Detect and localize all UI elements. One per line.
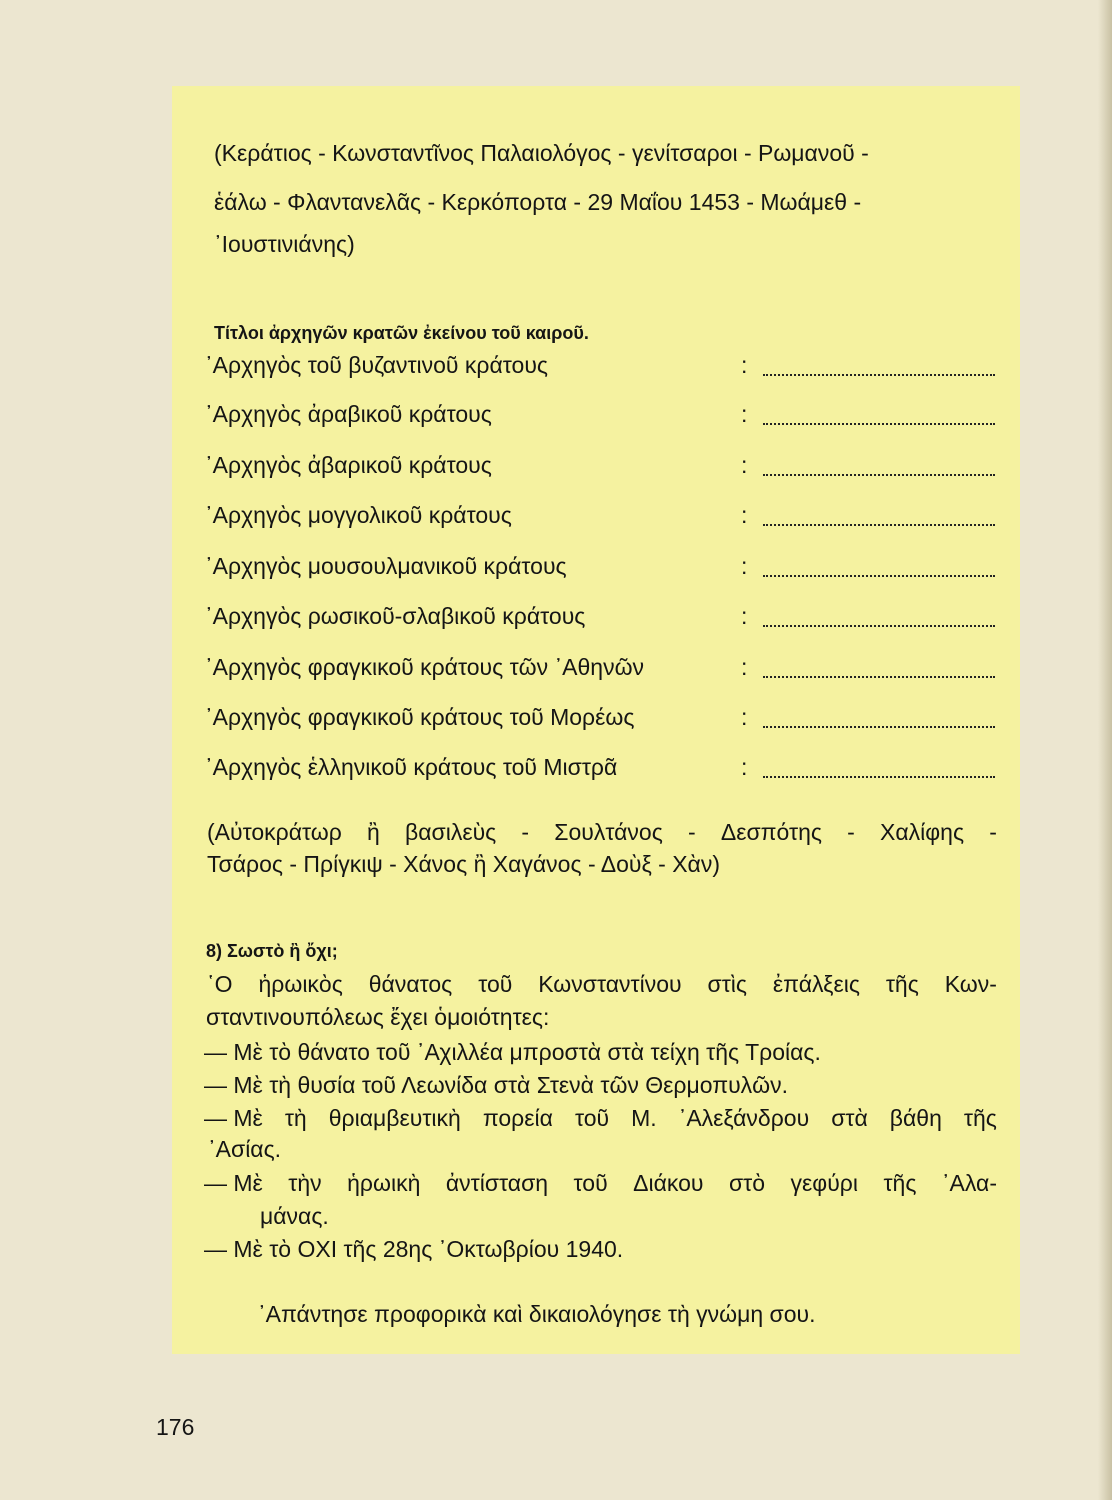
title-row-colon: : — [741, 603, 748, 629]
statement-word: θριαμβευτικὴ — [328, 1105, 461, 1131]
title-row-label: ᾿Αρχηγὸς μουσουλμανικοῦ κράτους — [205, 553, 567, 579]
answer-word: - — [521, 819, 530, 845]
keywords-line-1: (Κεράτιος - Κωνσταντῖνος Παλαιολόγος - γενίτσαροι - Ρωμανοῦ - — [214, 140, 869, 166]
title-row — [205, 754, 1000, 786]
answer-blank — [763, 423, 995, 425]
title-row — [205, 452, 1000, 484]
statement-word: γεφύρι — [790, 1170, 858, 1196]
question8-intro-line-1 — [207, 971, 997, 998]
statement-2: — Μὲ τὴ θυσία τοῦ Λεωνίδα στὰ Στενὰ τῶν Θερμοπυλῶν. — [204, 1072, 789, 1098]
title-row-label: ᾿Αρχηγὸς τοῦ βυζαντινοῦ κράτους — [205, 352, 548, 378]
title-row — [205, 654, 1000, 686]
title-row-label: ᾿Αρχηγὸς ρωσικοῦ-σλαβικοῦ κράτους — [205, 603, 586, 629]
answer-word: ἢ — [367, 819, 380, 845]
intro-word: θάνατος — [368, 971, 453, 997]
title-row — [205, 603, 1000, 635]
title-row-colon: : — [741, 704, 748, 730]
answer-word: βασιλεὺς — [404, 819, 497, 845]
answer-word: Χαλίφης — [880, 819, 965, 845]
answer-word: - — [688, 819, 696, 845]
statement-word: τὴν — [288, 1170, 322, 1196]
answer-word: Σουλτάνος — [554, 819, 663, 845]
title-row-label: ᾿Αρχηγὸς ἑλληνικοῦ κράτους τοῦ Μιστρᾶ — [205, 754, 618, 780]
statement-word: τοῦ — [573, 1170, 608, 1196]
titles-heading: Τίτλοι ἀρχηγῶν κρατῶν ἐκείνου τοῦ καιροῦ. — [214, 323, 589, 343]
intro-word: τῆς — [885, 971, 919, 997]
title-row-colon: : — [741, 754, 748, 780]
answer-blank — [763, 575, 995, 577]
statement-5: — Μὲ τὸ ΟΧΙ τῆς 28ης ᾿Οκτωβρίου 1940. — [204, 1236, 624, 1262]
statement-word: τῆς — [883, 1170, 917, 1196]
answer-word: - — [847, 819, 855, 845]
instruction: ᾿Απάντησε προφορικὰ καὶ δικαιολόγησε τὴ γνώμη σου. — [258, 1301, 816, 1327]
statement-word: τῆς — [963, 1105, 997, 1131]
statement-1: — Μὲ τὸ θάνατο τοῦ ᾿Αχιλλέα μπροστὰ στὰ τείχη τῆς Τροίας. — [204, 1039, 821, 1065]
answers-line-2: Τσάρος - Πρίγκιψ - Χάνος ἢ Χαγάνος - Δοὺξ - Χὰν) — [207, 851, 720, 877]
statement-3-line-1 — [204, 1105, 997, 1132]
question8-intro-line-2: σταντινουπόλεως ἔχει ὁμοιότητες: — [206, 1004, 550, 1030]
title-row-label: ᾿Αρχηγὸς ἀβαρικοῦ κράτους — [205, 452, 492, 478]
intro-word: τοῦ — [478, 971, 513, 997]
statement-word: ἡρωικὴ — [347, 1170, 421, 1196]
title-row-label: ᾿Αρχηγὸς φραγκικοῦ κράτους τοῦ Μορέως — [205, 704, 635, 730]
statement-word: στὸ — [728, 1170, 766, 1196]
answers-line-1 — [207, 819, 997, 846]
statement-word: ἀντίσταση — [445, 1170, 549, 1196]
statement-3-line-2: ᾿Ασίας. — [208, 1136, 282, 1162]
title-row-colon: : — [741, 452, 748, 478]
title-row-colon: : — [741, 553, 748, 579]
page-number: 176 — [156, 1414, 195, 1440]
title-row-colon: : — [741, 401, 748, 427]
answer-blank — [763, 776, 995, 778]
answer-blank — [763, 676, 995, 678]
statement-word: βάθη — [889, 1105, 942, 1131]
answer-blank — [763, 726, 995, 728]
intro-word: ἡρωικὸς — [258, 971, 343, 997]
answer-blank — [763, 625, 995, 627]
question8-heading: 8) Σωστὸ ἢ ὄχι; — [206, 941, 338, 961]
statement-word: — Μὲ — [204, 1170, 263, 1196]
title-row-colon: : — [741, 654, 748, 680]
statement-word: τὴ — [284, 1105, 307, 1131]
statement-word: στὰ — [831, 1105, 868, 1131]
statement-word: — Μὲ — [204, 1105, 263, 1131]
intro-word: ἐπάλξεις — [772, 971, 860, 997]
intro-word: Κωνσταντίνου — [538, 971, 682, 997]
intro-word: στὶς — [707, 971, 747, 997]
statement-word: πορεία — [482, 1105, 553, 1131]
answer-word: (Αὐτοκράτωρ — [207, 819, 342, 845]
statement-4-line-1 — [204, 1170, 997, 1197]
answer-blank — [763, 374, 995, 376]
title-row — [205, 704, 1000, 736]
statement-4-line-2: μάνας. — [260, 1203, 329, 1229]
title-row — [205, 401, 1000, 433]
answer-blank — [763, 524, 995, 526]
statement-word: Διάκου — [633, 1170, 704, 1196]
title-row-colon: : — [741, 502, 748, 528]
answer-word: - — [989, 819, 997, 845]
title-row-label: ᾿Αρχηγὸς μογγολικοῦ κράτους — [205, 502, 512, 528]
title-row — [205, 502, 1000, 534]
keywords-line-3: ᾿Ιουστινιάνης) — [214, 231, 355, 257]
intro-word: ῾Ο — [207, 971, 233, 997]
keywords-line-2: ἑάλω - Φλαντανελᾶς - Κερκόπορτα - 29 Μαΐου 1453 - Μωάμεθ - — [214, 189, 862, 215]
title-row — [205, 352, 1000, 384]
statement-word: Μ. — [631, 1105, 657, 1131]
answer-blank — [763, 474, 995, 476]
title-row-label: ᾿Αρχηγὸς φραγκικοῦ κράτους τῶν ᾿Αθηνῶν — [205, 654, 645, 680]
title-row-colon: : — [741, 352, 748, 378]
title-row-label: ᾿Αρχηγὸς ἀραβικοῦ κράτους — [205, 401, 492, 427]
title-row — [205, 553, 1000, 585]
answer-word: Δεσπότης — [720, 819, 822, 845]
statement-word: ᾿Αλεξάνδρου — [678, 1105, 810, 1131]
statement-word: τοῦ — [574, 1105, 610, 1131]
intro-word: Κων- — [944, 971, 997, 997]
statement-word: ᾿Αλα- — [941, 1170, 997, 1196]
